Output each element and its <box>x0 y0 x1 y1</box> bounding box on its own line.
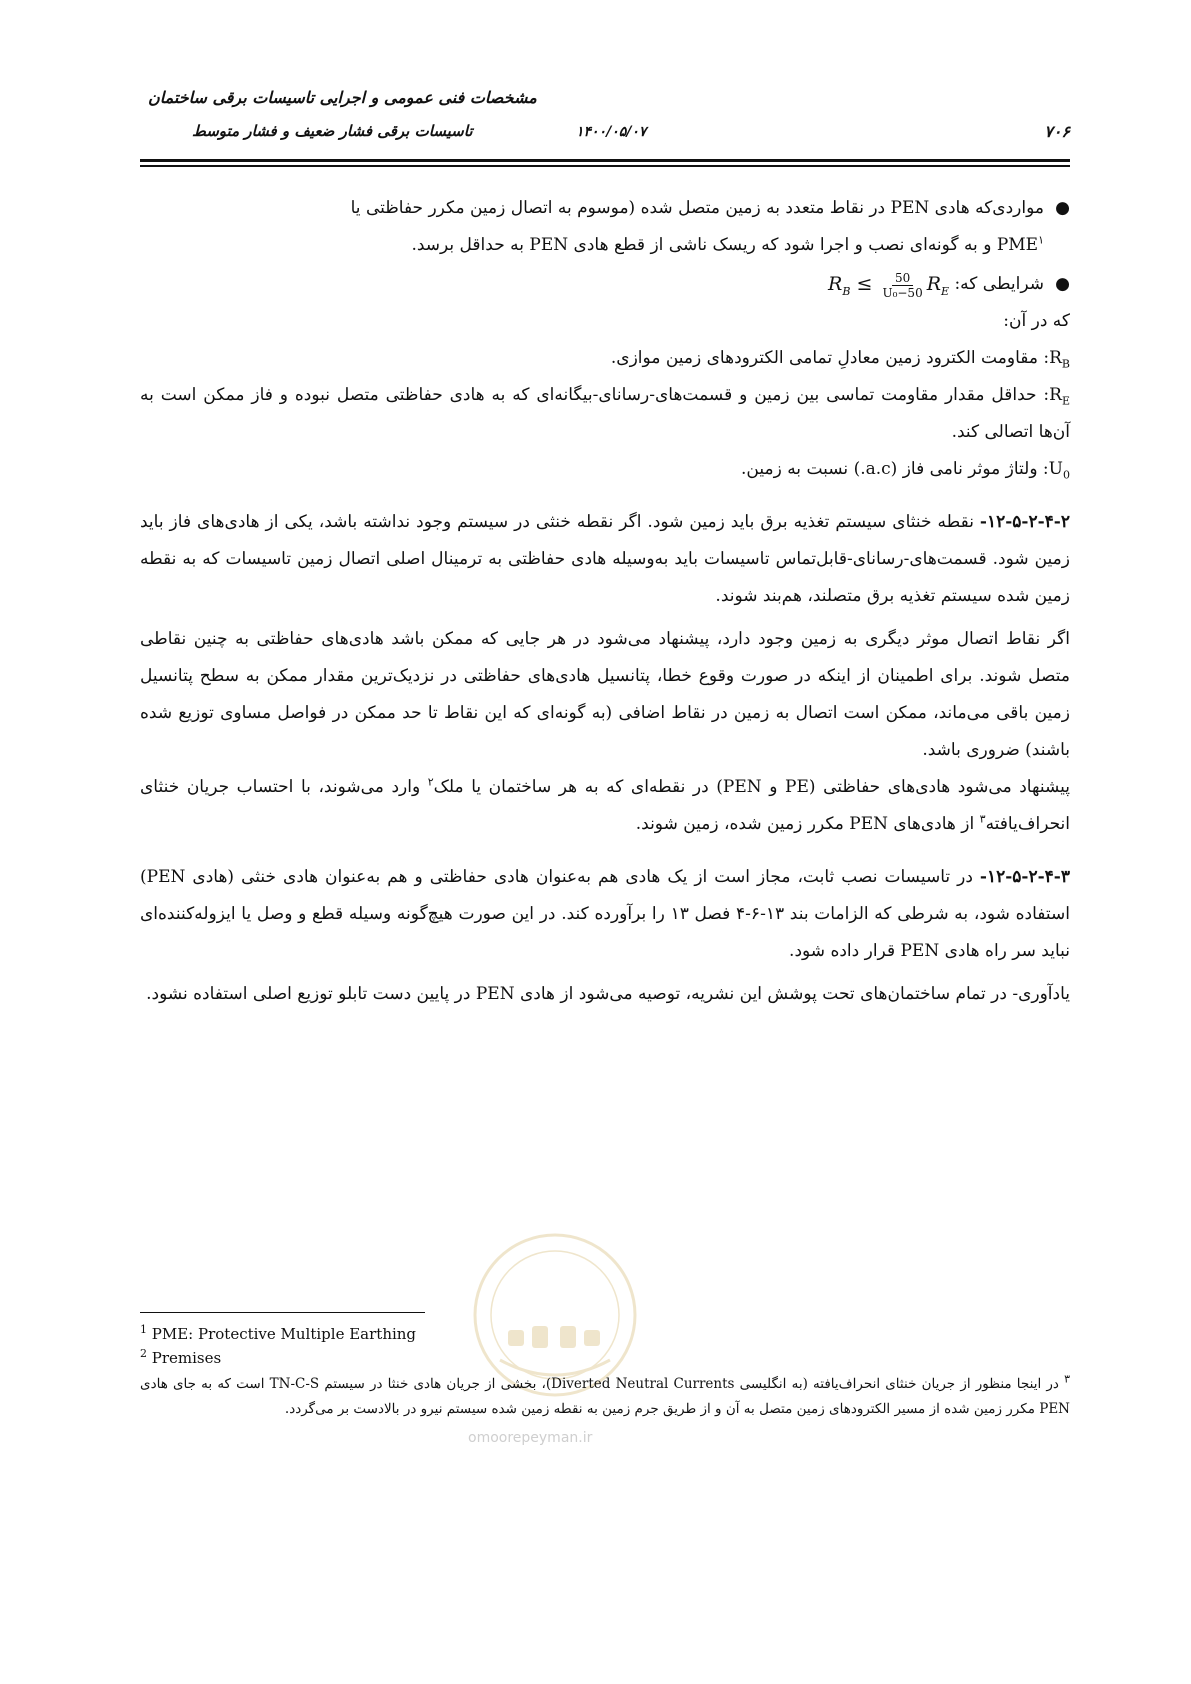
header-date: ۱۴۰۰/۰۵/۰۷ <box>576 124 647 140</box>
section-12-5-2-4-2: ۱۲-۵-۲-۴-۲- نقطه خنثای سیستم تغذیه برق باید زمین شود. اگر نقطه خنثی در سیستم وجود نداشته باشد، یکی از هادی‌های فاز باید زمین شود. قسمت‌های-رسانای-قابل‌تماس تاسیسات باید به‌وسیله هادی حفاظتی به ترمینال اصلی اتصال زمین تاسیسات که به نقطه زمین شده سیستم تغذیه برق متصلند، هم‌بند شوند. <box>140 512 1070 606</box>
section-number: ۱۲-۵-۲-۴-۲- <box>979 512 1070 532</box>
footnote-1: $^1$ PME: Protective Multiple Earthing <box>140 1323 417 1343</box>
bullet-pme-line2: و به گونه‌ای نصب و اجرا شود که ریسک ناشی از قطع هادی PEN به حداقل برسد. <box>411 235 997 255</box>
condition-text: شرایطی که: <box>954 274 1044 294</box>
footnotes <box>140 1322 1070 1422</box>
pme-term: PME$^۱$ <box>996 233 1044 255</box>
bullet-dot-icon: ● <box>1055 274 1070 294</box>
def-u0: $U_0$: ولتاژ موثر نامی فاز (a.c.) نسبت به زمین. <box>741 459 1070 482</box>
bullet-pme <box>140 190 1070 264</box>
note-paragraph: یادآوری- در تمام ساختمان‌های تحت پوشش این نشریه، توصیه می‌شود از هادی PEN در پایین دست تابلو توزیع اصلی استفاده نشود. <box>146 984 1070 1004</box>
rb-re-formula: $R_B$ ≤ $\frac{50}{\text{U₀−50}}$ $R_E$ <box>828 270 950 300</box>
page-number: ۷۰۶ <box>1044 122 1070 141</box>
bullet-dot-icon: ● <box>1055 198 1070 218</box>
footnote-ref-1: ۱ <box>1038 233 1044 247</box>
def-rb: $R_B$: مقاومت الکترود زمین معادلِ تمامی الکترودهای زمین موازی. <box>610 348 1070 371</box>
definitions-intro: که در آن: <box>1003 311 1070 331</box>
section-number: ۱۲-۵-۲-۴-۳- <box>979 867 1070 887</box>
footnote-separator <box>140 1312 425 1313</box>
bullet-pme-line1: مواردی‌که هادی PEN در نقاط متعدد به زمین متصل شده (موسوم به اتصال زمین مکرر حفاظتی یا <box>350 198 1044 218</box>
footnote-ref-2: ۲ <box>427 775 434 789</box>
header-rule-thin <box>140 165 1070 167</box>
footnote-2: $^2$ Premises <box>140 1347 222 1367</box>
footnote-ref-3: ۳ <box>979 812 986 826</box>
footnote-3: $^۳$ در اینجا منظور از جریان خنثای انحراف‌یافته (به انگلیسی Diverted Neutral Currents)، بخشی از جریان هادی خنثا در سیستم TN-C-S است که به جای هادی PEN مکرر زمین شده از مسیر الکترودهای زمین متصل به آن و از طریق جرم زمین به نقطه زمین شده سیستم نیرو در بالادست بر می‌گردد. <box>140 1372 1070 1417</box>
paragraph-earth-points: اگر نقاط اتصال موثر دیگری به زمین وجود دارد، پیشنهاد می‌شود در هر جایی که ممکن باشد هادی‌های حفاظتی به چنین نقاطی متصل شوند. برای اطمینان از اینکه در صورت وقوع خطا، پتانسیل هادی‌های حفاظتی در نزدیک‌ترین مقدار ممکن به سطح پتانسیل زمین باقی می‌ماند، ممکن است اتصال به زمین در نقاط اضافی (به گونه‌ای که این نقاط تا حد ممکن در فواصل مساوی توزیع شده باشند) ضروری باشد. <box>140 629 1070 760</box>
paragraph-pe-pen: پیشنهاد می‌شود هادی‌های حفاظتی (PE و PEN) در نقطه‌ای که به هر ساختمان یا ملک$^۲$ وارد می‌شوند، با احتساب جریان خنثای انحراف‌یافته$^۳$ از هادی‌های PEN مکرر زمین شده، زمین شوند. <box>140 775 1070 834</box>
chapter-subtitle: تاسیسات برقی فشار ضعیف و فشار متوسط <box>192 122 473 140</box>
bullet-condition <box>140 266 1070 303</box>
book-title: مشخصات فنی عمومی و اجرایی تاسیسات برقی ساختمان <box>148 88 537 107</box>
formula-fraction: $\frac{50}{\text{U₀−50}}$ <box>882 270 923 300</box>
def-re: $R_E$: حداقل مقدار مقاومت تماسی بین زمین و قسمت‌های-رسانای-بیگانه‌ای که به هادی حفاظتی متصل نبوده و فاز ممکن است به آن‌ها اتصالی کند. <box>140 385 1070 442</box>
page-body <box>140 190 1070 1013</box>
header-rule-thick <box>140 159 1070 162</box>
watermark-url: omoorepeyman.ir <box>468 1430 593 1446</box>
section-12-5-2-4-3: ۱۲-۵-۲-۴-۳- در تاسیسات نصب ثابت، مجاز است از یک هادی هم به‌عنوان هادی حفاظتی و هم به‌عنوان هادی خنثی (هادی PEN) استفاده شود، به شرطی که الزامات بند ۱۳-۶-۴ فصل ۱۳ را برآورده کند. در این صورت هیچ‌گونه وسیله قطع و وصل یا ایزوله‌کننده‌ای نباید سر راه هادی PEN قرار داده شود. <box>140 867 1070 961</box>
